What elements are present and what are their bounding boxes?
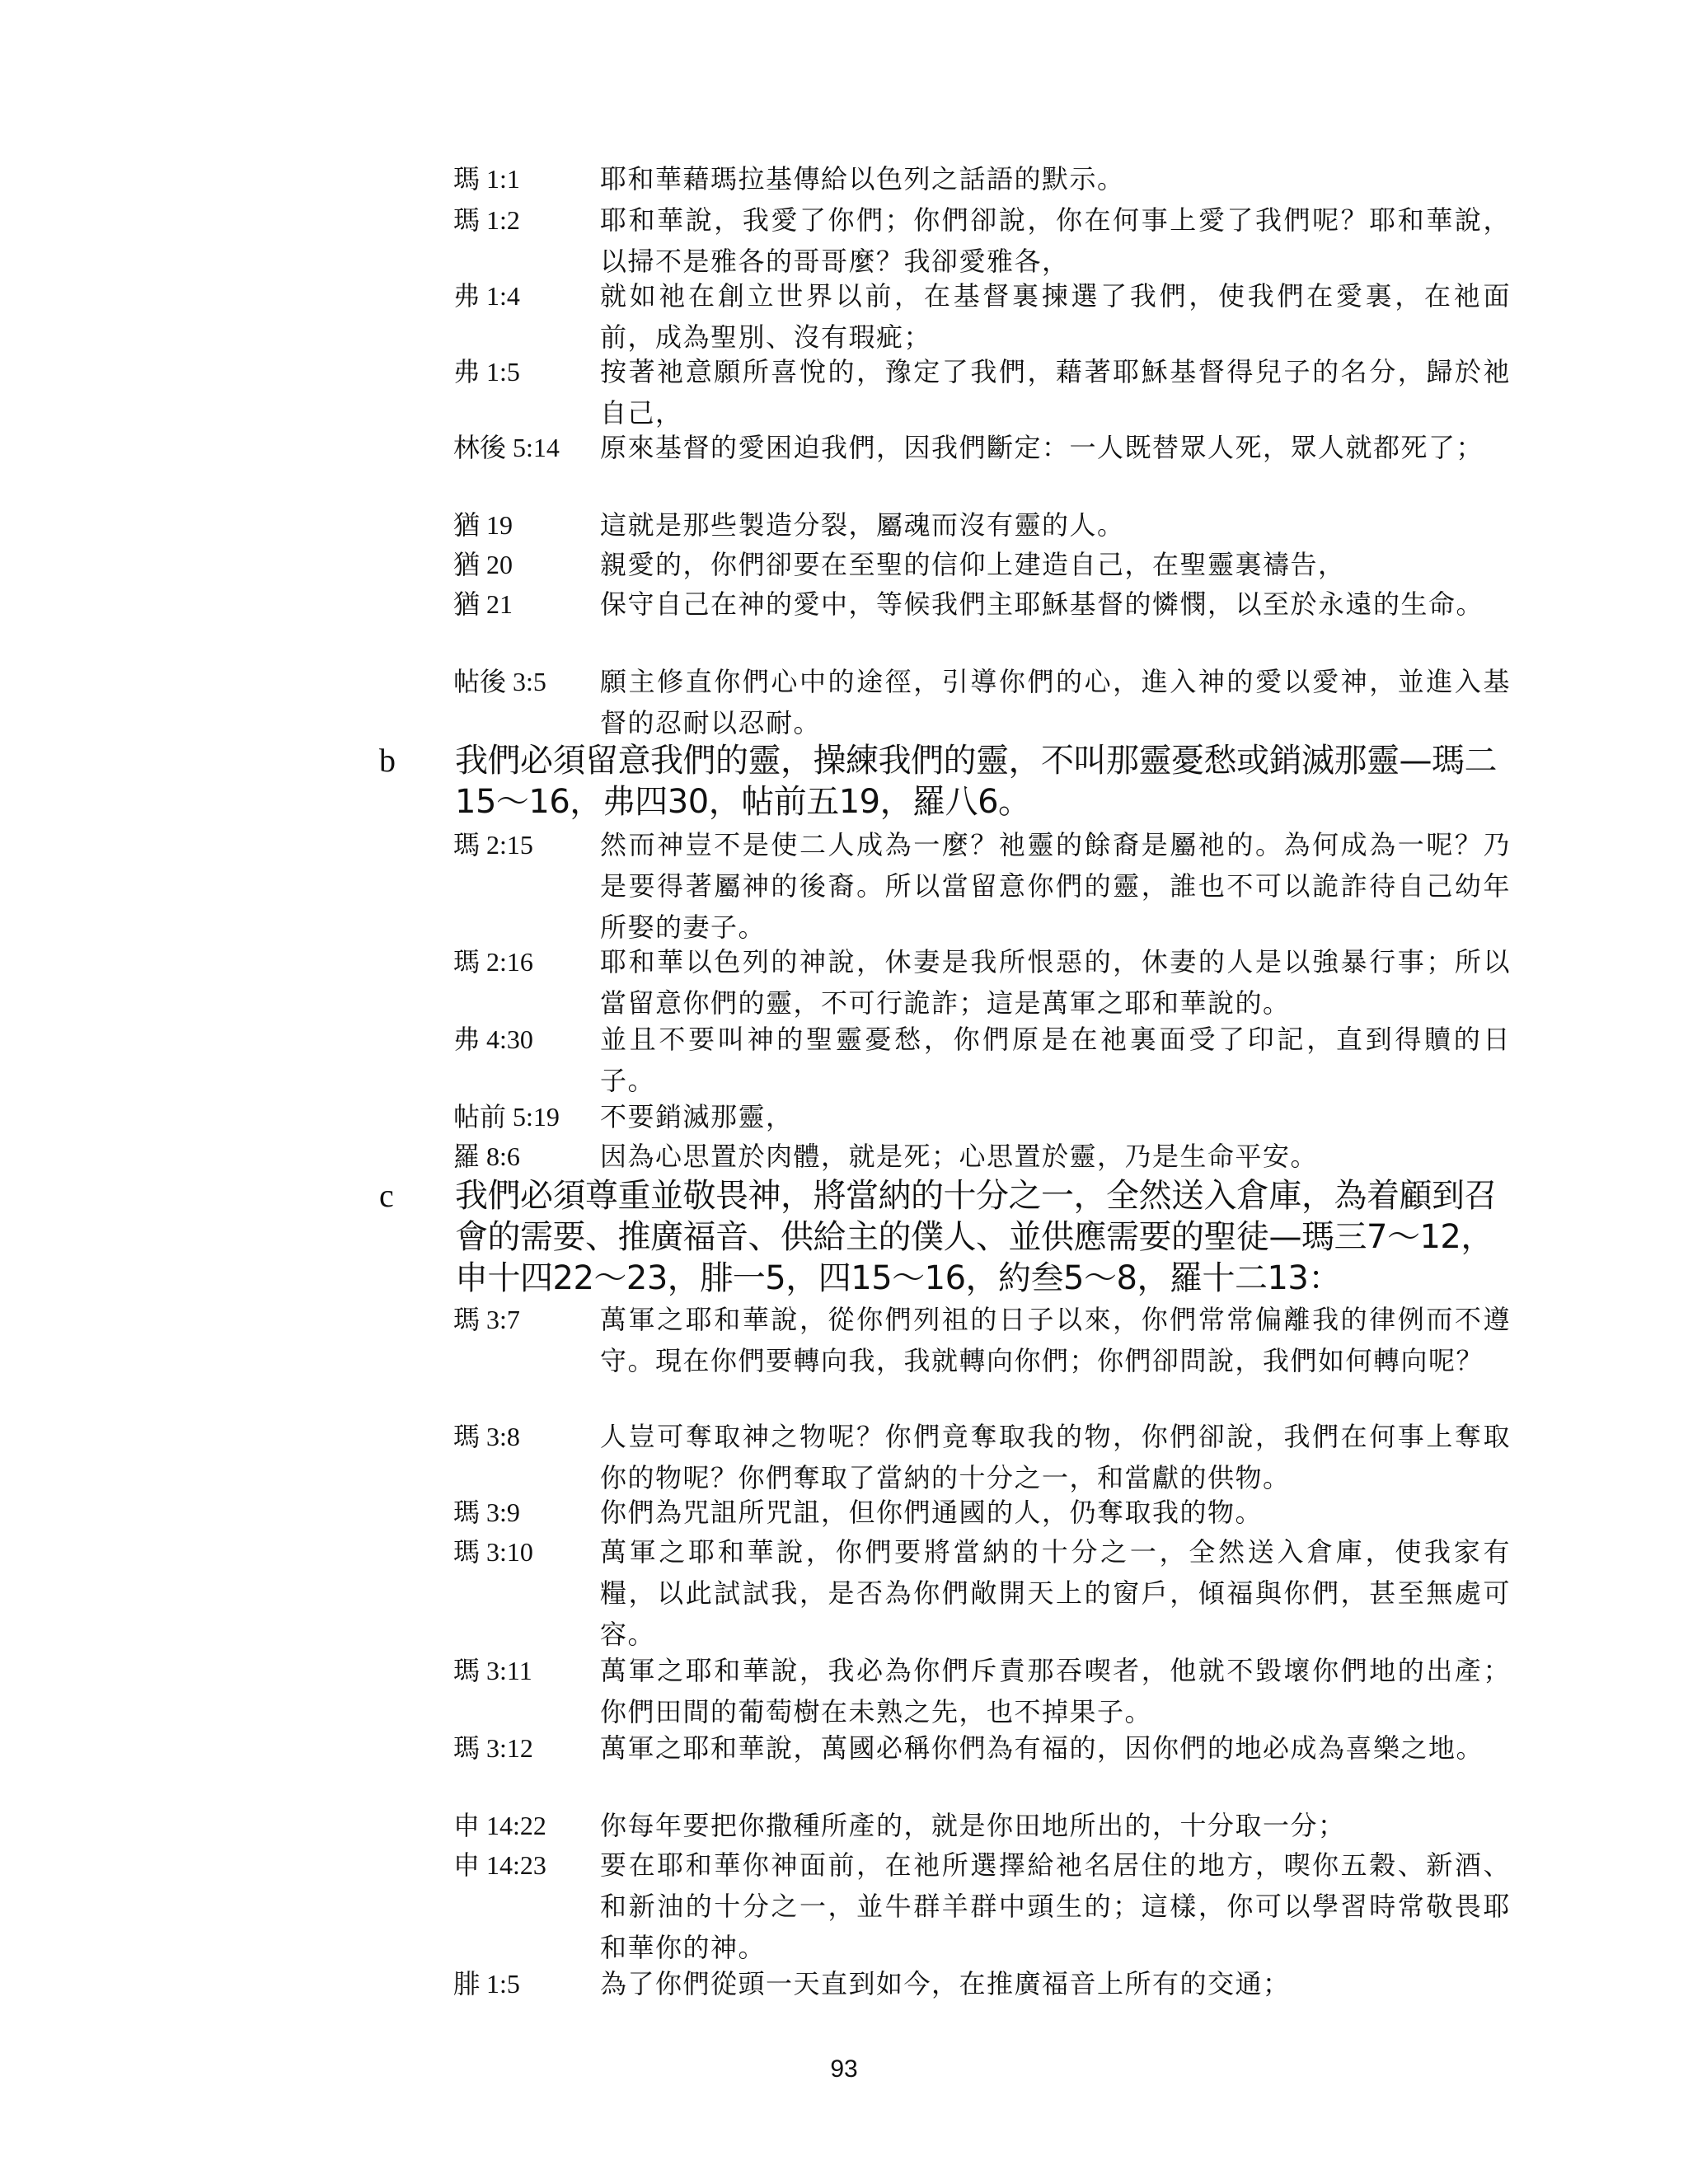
verse-text: 這就是那些製造分裂，屬魂而沒有靈的人。 (600, 509, 1125, 541)
verse-text: 萬軍之耶和華說，你們要將當納的十分之一，全然送入倉庫，使我家有糧，以此試試我，是否為你們敞開天上的窗戶，傾福與你們，甚至無處可容。 (600, 1536, 1511, 1650)
verse-text: 你們為咒詛所咒詛，但你們通國的人，仍奪取我的物。 (600, 1497, 1264, 1528)
verse-text: 願主修直你們心中的途徑，引導你們的心，進入神的愛以愛神，並進入基督的忍耐以忍耐。 (600, 666, 1511, 738)
verse-ref: 猶 21 (453, 589, 513, 619)
verse-ref: 帖前 5:19 (453, 1102, 560, 1132)
verse-text: 因為心思置於肉體，就是死；心思置於靈，乃是生命平安。 (600, 1141, 1319, 1172)
page-number: 93 (830, 2055, 858, 2083)
verse-ref: 林後 5:14 (453, 433, 560, 462)
verse-text: 人豈可奪取神之物呢？你們竟奪取我的物，你們卻說，我們在何事上奪取你的物呢？你們奪取了當納的十分之一，和當獻的供物。 (600, 1421, 1511, 1493)
point-marker: b (379, 742, 396, 779)
verse-ref: 瑪 1:2 (453, 205, 520, 235)
verse-ref: 瑪 3:8 (453, 1422, 520, 1451)
verse-text: 親愛的，你們卻要在至聖的信仰上建造自己，在聖靈裏禱告， (600, 549, 1346, 580)
verse-text: 原來基督的愛困迫我們，因我們斷定：一人既替眾人死，眾人就都死了； (600, 432, 1484, 463)
verse-ref: 弗 1:4 (453, 281, 520, 311)
verse-text: 耶和華說，我愛了你們；你們卻說，你在何事上愛了我們呢？耶和華說，以掃不是雅各的哥哥麼？我卻愛雅各， (600, 204, 1511, 277)
verse-ref: 瑪 3:7 (453, 1305, 520, 1334)
verse-ref: 弗 1:5 (453, 357, 520, 387)
verse-ref: 弗 4:30 (453, 1024, 533, 1054)
point-text: 我們必須留意我們的靈，操練我們的靈，不叫那靈憂愁或銷滅那靈—瑪二15～16，弗四30，帖前五19，羅八6。 (455, 742, 1497, 821)
verse-ref: 瑪 3:10 (453, 1537, 533, 1567)
verse-text: 萬軍之耶和華說，我必為你們斥責那吞喫者，他就不毀壞你們地的出產；你們田間的葡萄樹在未熟之先，也不掉果子。 (600, 1655, 1511, 1727)
verse-text: 保守自己在神的愛中，等候我們主耶穌基督的憐憫，以至於永遠的生命。 (600, 588, 1484, 620)
verse-text: 為了你們從頭一天直到如今，在推廣福音上所有的交通； (600, 1968, 1291, 1999)
verse-ref: 瑪 3:11 (453, 1656, 532, 1685)
verse-text: 並且不要叫神的聖靈憂愁，你們原是在祂裏面受了印記，直到得贖的日子。 (600, 1024, 1511, 1096)
verse-ref: 羅 8:6 (453, 1141, 520, 1171)
verse-text: 萬軍之耶和華說，從你們列祖的日子以來，你們常常偏離我的律例而不遵守。現在你們要轉向我，我就轉向你們；你們卻問說，我們如何轉向呢？ (600, 1304, 1511, 1376)
verse-text: 你每年要把你撒種所產的，就是你田地所出的，十分取一分； (600, 1810, 1346, 1841)
verse-ref: 腓 1:5 (453, 1969, 520, 1999)
verse-text: 不要銷滅那靈， (600, 1101, 794, 1132)
verse-text: 要在耶和華你神面前，在祂所選擇給祂名居住的地方，喫你五穀、新酒、和新油的十分之一，並牛群羊群中頭生的；這樣，你可以學習時常敬畏耶和華你的神。 (600, 1849, 1511, 1963)
verse-text: 萬軍之耶和華說，萬國必稱你們為有福的，因你們的地必成為喜樂之地。 (600, 1732, 1484, 1764)
verse-ref: 猶 19 (453, 510, 513, 540)
verse-ref: 猶 20 (453, 550, 513, 579)
verse-ref: 瑪 2:15 (453, 830, 533, 860)
verse-ref: 申 14:23 (453, 1850, 546, 1880)
verse-ref: 瑪 3:12 (453, 1733, 533, 1763)
verse-ref: 申 14:22 (453, 1811, 546, 1840)
verse-text: 按著祂意願所喜悅的，豫定了我們，藉著耶穌基督得兒子的名分，歸於祂自己， (600, 356, 1511, 429)
verse-text: 然而神豈不是使二人成為一麼？祂靈的餘裔是屬祂的。為何成為一呢？乃是要得著屬神的後裔。所以當留意你們的靈，誰也不可以詭詐待自己幼年所娶的妻子。 (600, 829, 1511, 943)
verse-ref: 帖後 3:5 (453, 667, 546, 696)
verse-text: 耶和華以色列的神說，休妻是我所恨惡的，休妻的人是以強暴行事；所以當留意你們的靈，不可行詭詐；這是萬軍之耶和華說的。 (600, 946, 1511, 1019)
verse-ref: 瑪 2:16 (453, 947, 533, 977)
verse-ref: 瑪 3:9 (453, 1497, 520, 1527)
verse-text: 耶和華藉瑪拉基傳給以色列之話語的默示。 (600, 163, 1125, 194)
verse-text: 就如祂在創立世界以前，在基督裏揀選了我們，使我們在愛裏，在祂面前，成為聖別、沒有瑕疵； (600, 280, 1511, 353)
point-text: 我們必須尊重並敬畏神，將當納的十分之一，全然送入倉庫，為着顧到召會的需要、推廣福音、供給主的僕人、並供應需要的聖徒—瑪三7～12，申十四22～23，腓一5，四15～16，約叁5～8，羅十二13： (455, 1177, 1497, 1297)
point-marker: c (379, 1177, 394, 1214)
verse-ref: 瑪 1:1 (453, 164, 520, 194)
